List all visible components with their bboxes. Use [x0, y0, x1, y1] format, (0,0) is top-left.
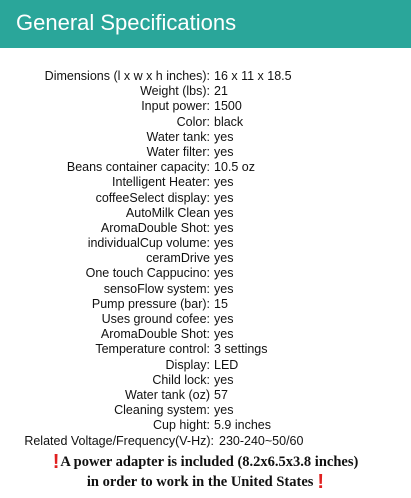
spec-label: One touch Cappucino:: [85, 266, 210, 281]
spec-value: yes: [214, 403, 234, 418]
note-line-2: in order to work in the United States: [86, 474, 314, 490]
spec-label: Cleaning system:: [114, 403, 210, 418]
spec-row: [0, 99, 411, 114]
spec-label: AromaDouble Shot:: [100, 220, 210, 235]
spec-label: coffeeSelect display:: [95, 190, 210, 205]
spec-value: yes: [214, 236, 234, 251]
spec-label: individualCup volume:: [87, 236, 210, 251]
spec-label: Input power:: [141, 99, 210, 114]
spec-value: yes: [214, 266, 234, 281]
spec-value: 230-240~50/60: [219, 433, 304, 448]
spec-label: Weight (lbs):: [140, 84, 210, 99]
spec-row: [0, 388, 411, 403]
spec-row: [0, 84, 411, 99]
spec-value: yes: [214, 175, 234, 190]
note-line-1: A power adapter is included (8.2x6.5x3.8 inches): [60, 454, 359, 470]
spec-label: Water tank (oz): [125, 387, 210, 402]
header-banner: [0, 0, 411, 48]
spec-value: yes: [214, 129, 234, 144]
spec-value: yes: [214, 372, 234, 387]
spec-row: [0, 251, 411, 266]
spec-row: [0, 282, 411, 297]
spec-row: [0, 145, 411, 160]
spec-row: [0, 266, 411, 281]
spec-row: [0, 236, 411, 251]
spec-value: 57: [214, 387, 228, 402]
spec-row: [0, 191, 411, 206]
spec-label: Beans container capacity:: [66, 160, 210, 175]
spec-value: 15: [214, 296, 228, 311]
spec-value: 1500: [214, 99, 242, 114]
spec-label: sensoFlow system:: [103, 281, 210, 296]
spec-label: Pump pressure (bar):: [91, 296, 210, 311]
spec-label: Color:: [176, 114, 210, 129]
spec-label: Related Voltage/Frequency(V-Hz):: [24, 433, 214, 448]
spec-label: Cup hight:: [153, 418, 210, 433]
exclamation-icon: !: [317, 471, 325, 493]
spec-value: yes: [214, 327, 234, 342]
spec-row: [0, 342, 411, 357]
spec-value: yes: [214, 144, 234, 159]
spec-label: Water tank:: [146, 129, 210, 144]
spec-value: 16 x 11 x 18.5: [214, 69, 292, 83]
spec-row: [0, 373, 411, 388]
spec-value: black: [214, 114, 244, 129]
page-title: General Specifications: [16, 10, 237, 35]
spec-row: [0, 160, 411, 175]
spec-row: [0, 434, 411, 449]
spec-row: [0, 115, 411, 130]
spec-row: [0, 175, 411, 190]
spec-value: yes: [214, 220, 234, 235]
spec-value: LED: [214, 357, 239, 372]
spec-label: Child lock:: [152, 372, 210, 387]
exclamation-icon: !: [52, 451, 60, 473]
spec-list: [0, 69, 411, 449]
spec-value: 21: [214, 84, 228, 99]
united-states-note: [0, 472, 411, 492]
spec-label: Intelligent Heater:: [112, 175, 210, 190]
spec-value: yes: [214, 205, 234, 220]
spec-value: yes: [214, 251, 234, 266]
spec-row: [0, 312, 411, 327]
spec-row: [0, 358, 411, 373]
spec-value: yes: [214, 190, 234, 205]
spec-value: yes: [214, 281, 234, 296]
spec-row: [0, 297, 411, 312]
spec-value: yes: [214, 312, 234, 326]
power-adapter-note: [0, 452, 411, 472]
spec-label: Dimensions (l x w x h inches):: [44, 69, 210, 83]
spec-value: 3 settings: [214, 342, 268, 357]
spec-row: [0, 130, 411, 145]
spec-label: Water filter:: [146, 144, 210, 159]
spec-value: 10.5 oz: [214, 160, 256, 175]
spec-row: [0, 69, 411, 84]
spec-row: [0, 221, 411, 236]
spec-label: AromaDouble Shot:: [100, 327, 210, 342]
spec-row: [0, 327, 411, 342]
spec-label: Temperature control:: [95, 342, 210, 357]
spec-row: [0, 206, 411, 221]
spec-label: AutoMilk Clean: [125, 205, 210, 220]
spec-row: [0, 403, 411, 418]
spec-label: Uses ground cofee:: [101, 312, 210, 326]
spec-row: [0, 418, 411, 433]
spec-label: Display:: [165, 357, 210, 372]
spec-value: 5.9 inches: [214, 418, 271, 433]
spec-label: ceramDrive: [146, 251, 210, 266]
